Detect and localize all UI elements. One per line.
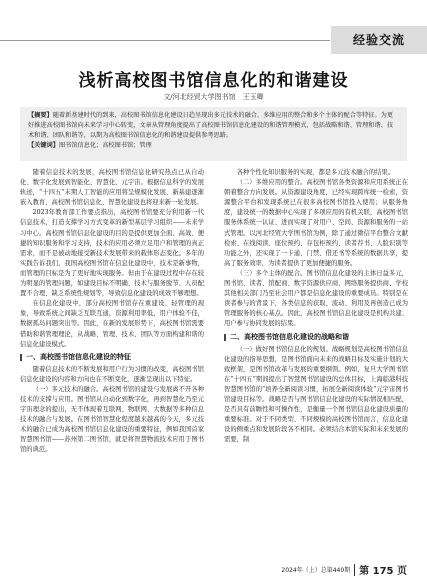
body-paragraph: 随着信息技术的不断发展和用户行为习惯的改变，高校图书馆信息化建设的内容和方向也在不断变化，逐渐呈现出以下特征。 bbox=[20, 365, 204, 383]
abstract-box bbox=[20, 107, 407, 161]
section-heading: 二、高校图书馆信息化建设的战略和谐 bbox=[224, 332, 408, 343]
keywords-label: 【关键词】 bbox=[28, 142, 59, 149]
body-paragraph: 在信息化建设中，部分高校图书馆存在重建设、轻管理的现象，导致系统之间缺乏互联互通，资源利用率低，用户体验不佳，数据孤岛问题突出等。因此，在新的发展形势下，高校图书馆需要借助和谐管理理论，从战略、管理、技术、团队等方面构建和谐的信息化建设模式。 bbox=[20, 300, 204, 348]
abstract-paragraph bbox=[28, 111, 399, 141]
page-footer bbox=[281, 562, 407, 577]
abstract-label: 【摘要】 bbox=[28, 112, 53, 119]
section-tag: 经验交流 bbox=[331, 26, 427, 54]
body-paragraph: 2023年教育部工作要点指出，高校图书馆要充分利用新一代信息技术，打造支撑学习方式变革的新型基层学习组织——未来学习中心。高校图书馆信息化建设的目的是提供更加全面、高效、便捷的知识服务和学习支持，技术的应用必须立足用户和管理的真正需求，而不是被动地接受新技术发展带来的载体形态变化。多年的实践告诉我们，我国高校图书馆在信息化建设中，技术是新事物，而管理的目标是为了更好地实现服务。但由于在建设过程中存在较为明显的管理问题，如建设目标不明确、技术与服务脱节、人员配置不合理、缺乏系统性规划等，导致信息化建设的成效不够理想。 bbox=[20, 209, 204, 298]
article-title: 浅析高校图书馆信息化的和谐建设 bbox=[78, 71, 349, 91]
body-paragraph: （二）多维应用的整合。高校图书馆各类资源和应用系统正在朝着整合方向发展。从资源建设角度，已经实现跨库统一检索，资源整合平台和发现系统已在很多高校图书馆投入使用；从服务角度，建设统一的数据中心实现了多项应用的有机关联，高校图书馆服务体系统一认证、进而实现了对用户、空间、资源和服务的一站式管理。以河北经贸大学图书馆为例，除了通过微信平台整合文献检索、在线阅读、座位预约、存包柜预约、读者荐书、人脸识别等功能之外，还实现了一卡通、门禁、借还书等系统的数据共享，提高了服务效率，为读者提供了更加便捷的服务。 bbox=[224, 179, 408, 267]
right-column bbox=[224, 168, 408, 558]
issue-info: 2024年（上）总第440期 bbox=[281, 567, 351, 574]
keywords-text: 图书馆信息化；高校图书馆；管理 bbox=[58, 142, 152, 149]
section-heading: 一、高校图书馆信息化建设的特征 bbox=[20, 352, 204, 363]
header-rule bbox=[0, 40, 330, 41]
page-number: 第 175 页 bbox=[359, 566, 407, 577]
body-paragraph: 随着信息技术的发展，高校图书馆信息化研究热点已从自动化、数字化发展到智能化、智慧化、元宇宙。根据信息科学的发展轨迹，“十四五”末期人工智能的应用将呈规模化发展，新基建逐渐嵌入教育，高校图书馆信息化、智慧化建设也将迎来新一轮发展。 bbox=[20, 169, 204, 207]
abstract-text: 随着新基建时代的到来，高校图书馆信息化建设日趋呈现出多元技术的融合、多维应用的整合和多个主体的配合等特征。为更好推进高校图书馆向未来学习中心转变，文章从管理角度提出了高校图书馆信息化建设的和谐管理模式，包括战略和谐、管理和谐、技术和谐、团队和谐等，以期为高校图书馆信息化的和谐建设提供参考思路。 bbox=[28, 112, 394, 139]
keywords-paragraph bbox=[28, 141, 399, 151]
body-paragraph: 各种个性化知识服务的实现，都是多元技术融合的结果。 bbox=[236, 169, 395, 176]
footer-divider bbox=[354, 564, 355, 576]
article-author: 文/河北经贸大学图书馆 王玉卿 bbox=[163, 93, 264, 101]
body-paragraph: （一）多元技术的融合。高校图书馆的建设与发展离不开各种技术的支撑与应用。图书馆从自动化到数字化，再到智慧化乃至元宇宙理念的提出，无不体现着互联网、物联网、大数据等多种信息技术的融合与发展。在图书馆智慧化程度越来越高的今天，多元技术的融合已成为高校图书馆信息化建设的重要特征，例如我国首家智慧图书馆——苏州第二图书馆，就是将智慧物流技术应用于图书馆的典范。 bbox=[20, 385, 204, 454]
body-paragraph: （三）多个主体的配合。图书馆信息化建设的主体日益多元，图书馆、读者、馆配商、数字资源供应商、网络服务提供商、学校其他相关部门乃至社会用户都是信息化建设的重要成员。特别是在读者参与的背景下，各类信息的获取、流动、利用及再创造已成为管理服务的核心基点。因此，高校图书馆信息化建设是机构共建、用户参与协同发展的结果。 bbox=[224, 269, 408, 328]
header-band bbox=[0, 26, 427, 56]
body-paragraph: （一）做好图书馆信息化的规划。战略规划是高校图书馆信息化建设的指导思想，是图书馆面向未来的战略目标及实施计划的大致框架，是图书馆改革与发展的重要纲领。例如，复旦大学图书馆在“十四五”期间提出了智慧图书馆建设的总体目标，上海临港科技智慧图书馆的“培养全新阅读习惯，拓展全新阅读体验”元宇宙图书馆建设目标等。战略是否与图书馆信息化建设的实际情况相匹配，是否具有前瞻性和可操作性，是衡量一个图书馆信息化建设质量的重要标准。对于不同类型、不同规模的高校图书馆而言，信息化建设的侧重点和发展阶段各不相同。必须结合本馆实际和未来发展的需要，制 bbox=[224, 345, 408, 444]
left-column bbox=[20, 168, 204, 558]
